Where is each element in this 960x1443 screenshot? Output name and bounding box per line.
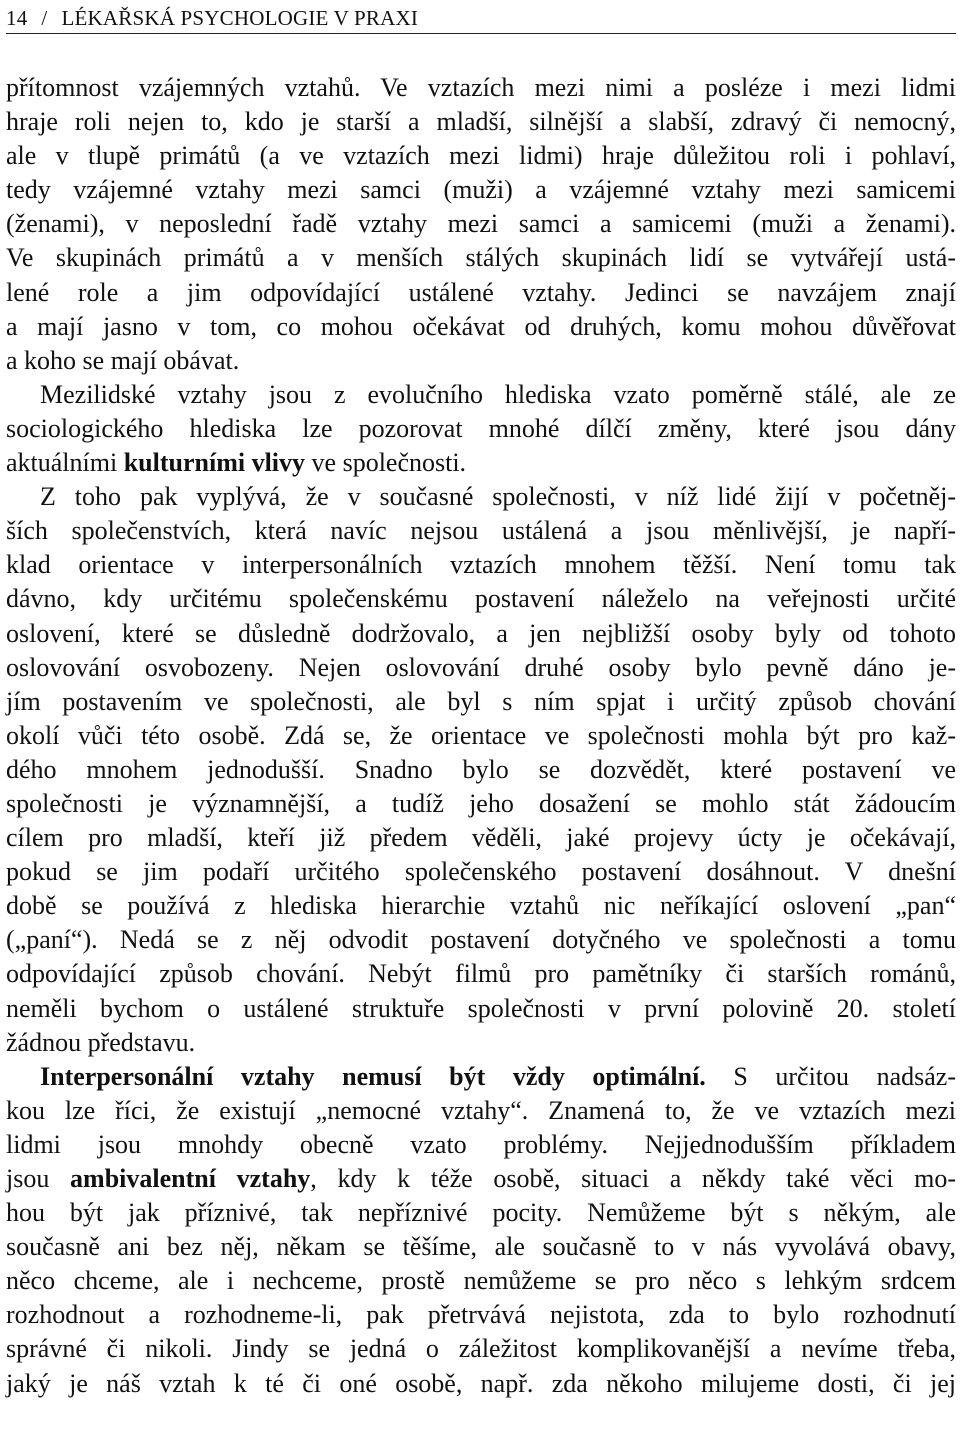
text-segment: oslovování osvobozeny. Nejen oslovování druhé osoby bylo pevně dáno je- xyxy=(6,652,956,682)
text-line xyxy=(6,1264,956,1298)
text-segment: jím postavením ve společnosti, ale byl s ním spjat i určitý způsob chování xyxy=(6,686,956,716)
bold-term: kulturními vlivy xyxy=(123,448,306,478)
text-line xyxy=(6,855,956,889)
text-line xyxy=(6,548,956,582)
text-segment: tedy vzájemné vztahy mezi samci (muži) a vzájemné vztahy mezi samicemi xyxy=(6,175,956,205)
text-line xyxy=(6,412,956,446)
text-line xyxy=(6,1367,956,1401)
text-line xyxy=(6,889,956,923)
text-line xyxy=(6,753,956,787)
text-line xyxy=(6,1026,956,1060)
text-segment: S určitou nadsáz- xyxy=(705,1061,956,1091)
text-line xyxy=(6,241,956,275)
text-segment: Ve skupinách primátů a v menších stálých skupinách lidí se vytvářejí ustá- xyxy=(6,243,956,273)
text-segment: společnosti je významnější, a tudíž jeho dosažení se mohlo stát žádoucím xyxy=(6,788,956,818)
text-segment: dého mnohem jednodušší. Snadno bylo se dozvědět, které postavení ve xyxy=(6,754,956,784)
text-line xyxy=(6,514,956,548)
text-segment: rozhodnout a rozhodneme-li, pak přetrvává nejistota, zda to bylo rozhodnutí xyxy=(6,1300,956,1330)
text-line xyxy=(6,992,956,1026)
text-segment: současně ani bez něj, někam se těšíme, ale současně to v nás vyvolává obavy, xyxy=(6,1232,956,1262)
text-line xyxy=(6,719,956,753)
text-segment: ších společenstvích, která navíc nejsou ustálená a jsou měnlivější, je napří- xyxy=(6,516,956,546)
text-segment: okolí vůči této osobě. Zdá se, že orientace ve společnosti mohla být pro kaž- xyxy=(6,720,956,750)
text-segment: něco chceme, ale i nechceme, prostě nemůžeme se pro něco s lehkým srdcem xyxy=(6,1266,956,1296)
text-line xyxy=(6,1060,956,1094)
text-segment: pokud se jim podaří určitého společenského postavení dosáhnout. V dnešní xyxy=(6,857,956,887)
text-line xyxy=(6,923,956,957)
text-line xyxy=(6,207,956,241)
bold-term: ambivalentní vztahy xyxy=(70,1164,311,1193)
text-segment: hraje roli nejen to, kdo je starší a mladší, silnější a slabší, zdravý či nemocný, xyxy=(6,107,956,137)
text-segment: žádnou představu. xyxy=(6,1027,196,1057)
text-line xyxy=(6,139,956,173)
text-line xyxy=(6,651,956,685)
text-segment: jsou xyxy=(6,1164,71,1193)
text-segment: ale v tlupě primátů (a ve vztazích mezi lidmi) hraje důležitou roli i pohlaví, xyxy=(6,141,956,171)
text-segment: Z toho pak vyplývá, že v současné společnosti, v níž lidé žijí v početněj- xyxy=(40,482,956,512)
page-number: 14 xyxy=(6,6,28,30)
text-segment: neměli bychom o ustálené struktuře společnosti v první polovině 20. století xyxy=(6,993,956,1023)
text-line xyxy=(6,105,956,139)
text-line xyxy=(6,480,956,514)
text-segment: klad orientace v interpersonálních vztazích mnohem těžší. Není tomu tak xyxy=(6,550,956,580)
text-line xyxy=(6,173,956,207)
book-title: LÉKAŘSKÁ PSYCHOLOGIE V PRAXI xyxy=(61,6,419,30)
text-segment: lidmi jsou mnohdy obecně vzato problémy. Nejjednodušším příkladem xyxy=(6,1129,956,1159)
text-line xyxy=(6,1230,956,1264)
text-segment: a koho se mají obávat. xyxy=(6,345,240,375)
text-segment: oslovení, které se důsledně dodržovalo, a jen nejbližší osoby byly od tohoto xyxy=(6,618,956,648)
bold-term: Interpersonální vztahy nemusí být vždy optimální. xyxy=(40,1061,706,1091)
text-segment: odpovídající způsob chování. Nebýt filmů pro pamětníky či starších románů, xyxy=(6,959,956,989)
text-line xyxy=(6,957,956,991)
text-segment: dávno, kdy určitému společenskému postavení náleželo na veřejnosti určité xyxy=(6,584,956,614)
text-line xyxy=(6,1298,956,1332)
text-segment: správné či nikoli. Jindy se jedná o záležitost komplikovanější a nevíme třeba, xyxy=(6,1334,956,1364)
text-line xyxy=(6,617,956,651)
text-line xyxy=(6,821,956,855)
text-line xyxy=(6,582,956,616)
text-line xyxy=(6,1094,956,1128)
text-line xyxy=(6,276,956,310)
text-line xyxy=(6,1332,956,1366)
text-segment: cílem pro mladší, kteří již předem věděli, jaké projevy úcty je očekávají, xyxy=(6,823,956,853)
text-line xyxy=(6,1162,956,1196)
running-header xyxy=(6,4,956,32)
text-segment: hou být jak příznivé, tak nepříznivé pocity. Nemůžeme být s někým, ale xyxy=(6,1198,956,1228)
text-line xyxy=(6,310,956,344)
text-segment: aktuálními xyxy=(6,448,124,478)
text-segment: době se používá z hlediska hierarchie vztahů nic neříkající oslovení „pan“ xyxy=(6,891,956,921)
text-segment: jaký je náš vztah k té či oné osobě, např. zda někoho milujeme dosti, či jej xyxy=(6,1368,956,1398)
text-segment: kou lze říci, že existují „nemocné vztahy“. Znamená to, že ve vztazích mezi xyxy=(6,1095,956,1125)
text-segment: (ženami), v neposlední řadě vztahy mezi samci a samicemi (muži a ženami). xyxy=(6,209,956,239)
text-segment: přítomnost vzájemných vztahů. Ve vztazích mezi nimi a posléze i mezi lidmi xyxy=(6,73,956,102)
text-line xyxy=(6,344,956,378)
text-line xyxy=(6,378,956,412)
text-line xyxy=(6,1196,956,1230)
header-rule xyxy=(6,33,956,34)
text-line xyxy=(6,787,956,821)
text-line xyxy=(6,1128,956,1162)
body-text xyxy=(6,71,956,1401)
text-segment: Mezilidské vztahy jsou z evolučního hlediska vzato poměrně stálé, ale ze xyxy=(40,379,956,409)
text-segment: a mají jasno v tom, co mohou očekávat od druhých, komu mohou důvěřovat xyxy=(6,311,956,341)
text-segment: lené role a jim odpovídající ustálené vztahy. Jedinci se navzájem znají xyxy=(6,277,956,307)
text-line xyxy=(6,71,956,105)
text-segment: , kdy k téže osobě, situaci a někdy také věci mo- xyxy=(310,1164,956,1193)
text-line xyxy=(6,446,956,480)
header-separator: / xyxy=(41,6,48,30)
text-line xyxy=(6,685,956,719)
text-segment: sociologického hlediska lze pozorovat mnohé dílčí změny, které jsou dány xyxy=(6,413,956,443)
text-segment: ve společnosti. xyxy=(305,448,467,478)
text-segment: („paní“). Nedá se z něj odvodit postavení dotyčného ve společnosti a tomu xyxy=(6,925,956,955)
